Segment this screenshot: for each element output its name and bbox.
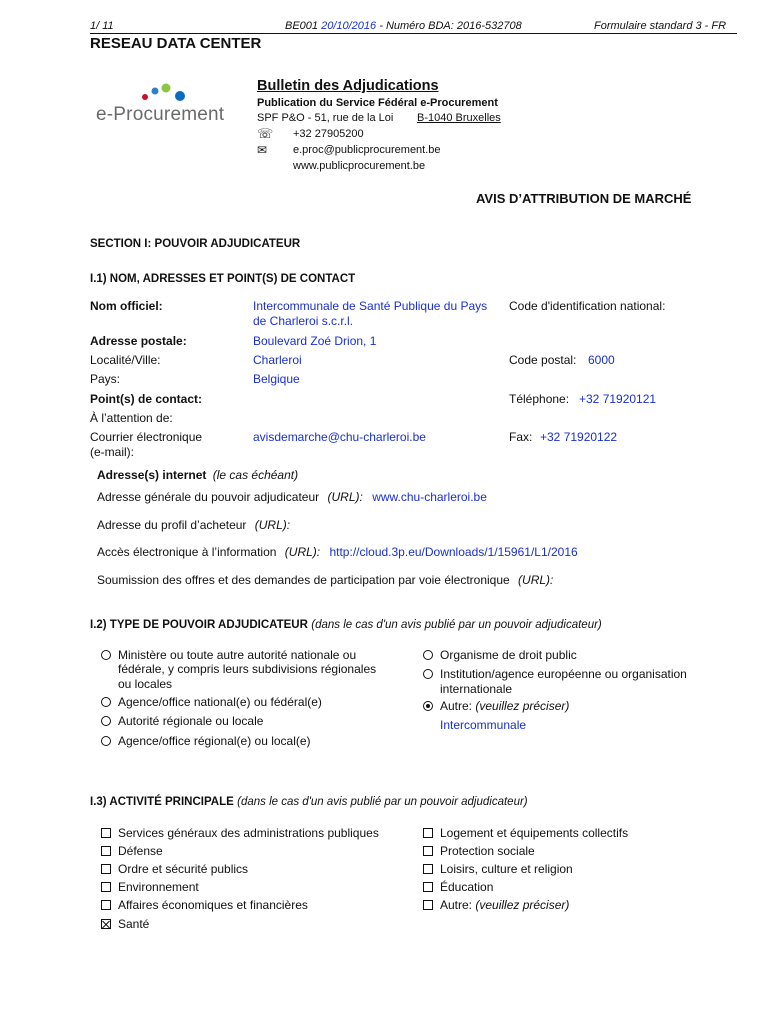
radio-other-label: Autre: — [440, 699, 473, 713]
section-i3-heading — [90, 794, 528, 808]
official-name-line-1: Intercommunale de Santé Publique du Pays — [253, 299, 488, 313]
phone: +32 71920121 — [579, 392, 657, 406]
general-address-row — [97, 490, 487, 504]
section-i2-note: (dans le cas d'un avis publié par un pouvoir adjudicateur) — [311, 619, 602, 631]
section-i2-title: I.2) TYPE DE POUVOIR ADJUDICATEUR — [90, 619, 308, 631]
checkbox-other-activity-label: Autre: — [440, 898, 473, 912]
official-name-line-2: de Charleroi s.c.r.l. — [253, 314, 354, 328]
checkbox-housing-label: Logement et équipements collectifs — [440, 826, 629, 840]
checkbox-public-order-label: Ordre et sécurité publics — [118, 862, 249, 876]
checkbox-environment-label: Environnement — [118, 880, 199, 894]
e-procurement-logo — [96, 82, 225, 128]
checkbox-defence-label: Défense — [118, 844, 163, 858]
radio-ministry-label-3: ou locales — [118, 677, 173, 691]
electronic-access-url-label: (URL): — [284, 545, 321, 559]
bulletin-website[interactable]: www.publicprocurement.be — [293, 160, 426, 172]
contact-points-label: Point(s) de contact: — [90, 392, 203, 406]
radio-other-value: Intercommunale — [440, 718, 527, 732]
general-address-url-label: (URL): — [327, 490, 363, 504]
radio-other-note: (veuillez préciser) — [475, 699, 570, 713]
checkbox-other-activity-row — [440, 898, 569, 912]
bulletin-phone: +32 27905200 — [293, 128, 364, 140]
checkbox-social-protection[interactable] — [423, 846, 433, 856]
internet-note: (le cas échéant) — [212, 468, 299, 482]
email[interactable]: avisdemarche@chu-charleroi.be — [253, 430, 426, 444]
buyer-profile-label: Adresse du profil d’acheteur — [97, 518, 247, 532]
radio-regional-authority-label: Autorité régionale ou locale — [118, 714, 264, 728]
official-name-label: Nom officiel: — [90, 299, 163, 313]
checkbox-health-label: Santé — [118, 917, 150, 931]
phone-icon: ☏ — [257, 126, 274, 141]
reference-prefix: BE001 — [285, 20, 319, 32]
notice-reference — [285, 20, 522, 32]
general-address[interactable]: www.chu-charleroi.be — [372, 490, 487, 504]
bda-number: - Numéro BDA: 2016-532708 — [379, 20, 522, 32]
internet-addresses — [97, 468, 298, 482]
electronic-access-row — [97, 545, 578, 559]
buyer-profile-url-label: (URL): — [254, 518, 291, 532]
bulletin-address: SPF P&O - 51, rue de la Loi — [257, 112, 394, 124]
country-label: Pays: — [90, 372, 121, 386]
postal-address-label: Adresse postale: — [90, 334, 187, 348]
page-number: 1/ 11 — [90, 20, 114, 32]
section-i3-title: I.3) ACTIVITÉ PRINCIPALE — [90, 796, 234, 808]
header-rule — [90, 33, 737, 34]
city-label: Localité/Ville: — [90, 353, 161, 367]
checkbox-other-activity[interactable] — [423, 900, 433, 910]
buyer-profile-row — [97, 518, 290, 532]
checkbox-health[interactable] — [101, 919, 111, 929]
general-address-label: Adresse générale du pouvoir adjudicateur — [97, 490, 320, 504]
radio-ministry-label-2: fédérale, y compris leurs subdivisions régionales — [118, 662, 377, 676]
logo-dots-icon — [96, 82, 222, 104]
checkbox-general-services-label: Services généraux des administrations publiques — [118, 826, 379, 840]
fax: +32 71920122 — [540, 430, 618, 444]
radio-eu-institution-label-1: Institution/agence européenne ou organisation — [440, 667, 687, 681]
checkbox-recreation-label: Loisirs, culture et religion — [440, 862, 573, 876]
radio-regional-agency-label: Agence/office régional(e) ou local(e) — [118, 734, 311, 748]
network-title: RESEAU DATA CENTER — [90, 35, 262, 52]
radio-ministry-label-1: Ministère ou toute autre autorité nationale ou — [118, 648, 357, 662]
radio-regional-authority[interactable] — [101, 716, 111, 726]
postal-code: 6000 — [588, 353, 615, 367]
electronic-access-label: Accès électronique à l’information — [97, 545, 277, 559]
submission-label: Soumission des offres et des demandes de participation par voie électronique — [97, 573, 510, 587]
checkbox-economic-affairs-label: Affaires économiques et financières — [118, 898, 308, 912]
bulletin-subtitle: Publication du Service Fédéral e-Procurement — [257, 97, 498, 109]
radio-other-row — [440, 699, 569, 713]
checkbox-public-order[interactable] — [101, 864, 111, 874]
checkbox-other-activity-note: (veuillez préciser) — [475, 898, 570, 912]
checkbox-education[interactable] — [423, 882, 433, 892]
postal-address: Boulevard Zoé Drion, 1 — [253, 334, 377, 348]
submission-url-label: (URL): — [518, 573, 554, 587]
radio-national-agency[interactable] — [101, 697, 111, 707]
radio-public-law-label: Organisme de droit public — [440, 648, 577, 662]
checkbox-recreation[interactable] — [423, 864, 433, 874]
section-1-title: SECTION I: POUVOIR ADJUDICATEUR — [90, 238, 301, 250]
checkbox-general-services[interactable] — [101, 828, 111, 838]
country: Belgique — [253, 372, 300, 386]
bulletin-city: B-1040 Bruxelles — [417, 112, 501, 124]
checkbox-environment[interactable] — [101, 882, 111, 892]
section-i2-heading — [90, 617, 602, 631]
section-i1-title: I.1) NOM, ADRESSES ET POINT(S) DE CONTACT — [90, 273, 356, 285]
phone-label: Téléphone: — [509, 392, 570, 406]
publication-date: 20/10/2016 — [321, 20, 377, 32]
checkbox-defence[interactable] — [101, 846, 111, 856]
radio-regional-agency[interactable] — [101, 736, 111, 746]
section-i3-note: (dans le cas d'un avis publié par un pouvoir adjudicateur) — [237, 796, 528, 808]
electronic-access-url[interactable]: http://cloud.3p.eu/Downloads/1/15961/L1/2016 — [329, 545, 578, 559]
submission-row — [97, 573, 553, 587]
attention-label: À l’attention de: — [90, 411, 173, 425]
checkbox-economic-affairs[interactable] — [101, 900, 111, 910]
form-type: Formulaire standard 3 - FR — [594, 20, 727, 32]
radio-national-agency-label: Agence/office national(e) ou fédéral(e) — [118, 695, 322, 709]
email-label-line-2: (e-mail): — [90, 445, 134, 459]
checkbox-social-protection-label: Protection sociale — [440, 844, 535, 858]
checkbox-education-label: Éducation — [440, 880, 494, 894]
radio-eu-institution[interactable] — [423, 669, 433, 679]
checkbox-housing[interactable] — [423, 828, 433, 838]
fax-label: Fax: — [509, 430, 533, 444]
radio-eu-institution-label-2: internationale — [440, 682, 513, 696]
radio-public-law[interactable] — [423, 650, 433, 660]
notice-title: AVIS D’ATTRIBUTION DE MARCHÉ — [476, 191, 692, 206]
radio-ministry[interactable] — [101, 650, 111, 660]
radio-other[interactable] — [423, 701, 433, 711]
bulletin-email[interactable]: e.proc@publicprocurement.be — [293, 144, 441, 156]
postal-code-label: Code postal: — [509, 353, 577, 367]
internet-label: Adresse(s) internet — [97, 468, 207, 482]
email-label-line-1: Courrier électronique — [90, 430, 203, 444]
logo-text: e-Procurement — [96, 104, 225, 125]
city: Charleroi — [253, 353, 302, 367]
national-id-label: Code d'identification national: — [509, 299, 666, 313]
envelope-icon: ✉ — [257, 143, 268, 157]
bulletin-title: Bulletin des Adjudications — [257, 78, 439, 94]
